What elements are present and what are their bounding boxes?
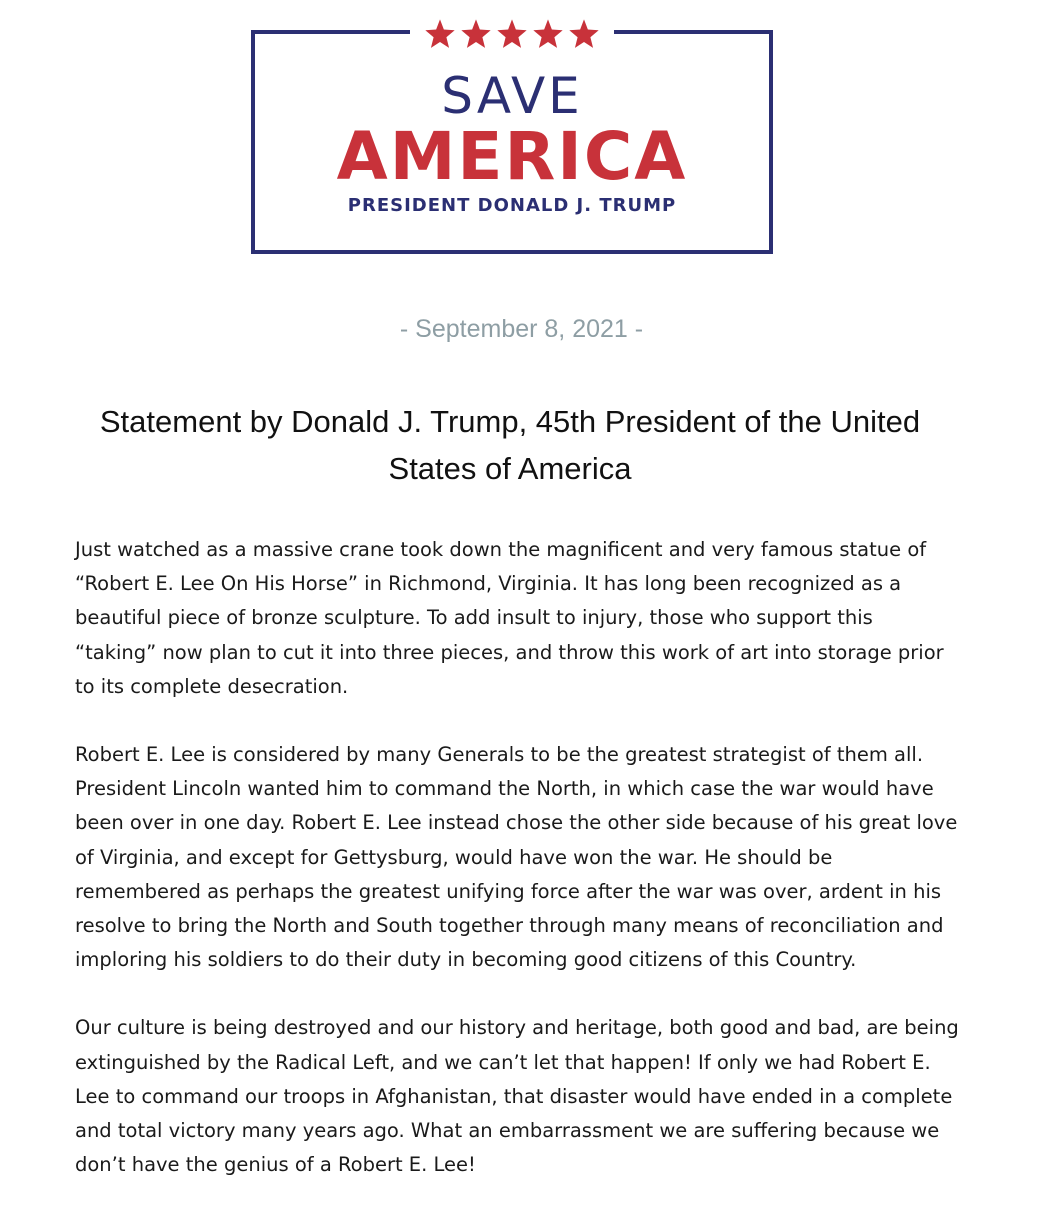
star-icon	[568, 18, 600, 50]
star-icon	[460, 18, 492, 50]
logo-subtitle: PRESIDENT DONALD J. TRUMP	[347, 195, 677, 216]
star-icon	[532, 18, 564, 50]
statement-paragraph: Just watched as a massive crane took down the magnificent and very famous statue of “Robert E. Lee On His Horse” in Richmond, Virginia. It has long been recognized as a beautiful piece of bronze sculpture. To add insult to injury, those who support this “taking” now plan to cut it into three pieces, and throw this work of art into storage prior to its complete desecration.	[75, 538, 944, 698]
logo-stars	[255, 18, 769, 50]
statement-date: - September 8, 2021 -	[399, 315, 644, 343]
logo-america-text: AMERICA	[336, 118, 688, 195]
star-icon	[424, 18, 456, 50]
statement-headline: Statement by Donald J. Trump, 45th President of the United States of America	[99, 404, 921, 486]
statement-body	[75, 533, 960, 1216]
statement-paragraph: Robert E. Lee is considered by many Generals to be the greatest strategist of them all. President Lincoln wanted him to command the North, in which case the war would have been over in one day. Robert E. Lee instead chose the other side because of his great love of Virginia, and except for Gettysburg, would have won the war. He should be remembered as perhaps the greatest unifying force after the war was over, ardent in his resolve to bring the North and South together through many means of reconciliation and imploring his soldiers to do their duty in becoming good citizens of this Country.	[75, 743, 958, 972]
save-america-logo	[251, 30, 773, 254]
statement-paragraph: Our culture is being destroyed and our history and heritage, both good and bad, are being extinguished by the Radical Left, and we can’t let that happen! If only we had Robert E. Lee to command our troops in Afghanistan, that disaster would have ended in a complete and total victory many years ago. What an embarrassment we are suffering because we don’t have the genius of a Robert E. Lee!	[75, 1016, 959, 1177]
star-icon	[496, 18, 528, 50]
logo-save-text: SAVE	[441, 67, 583, 125]
